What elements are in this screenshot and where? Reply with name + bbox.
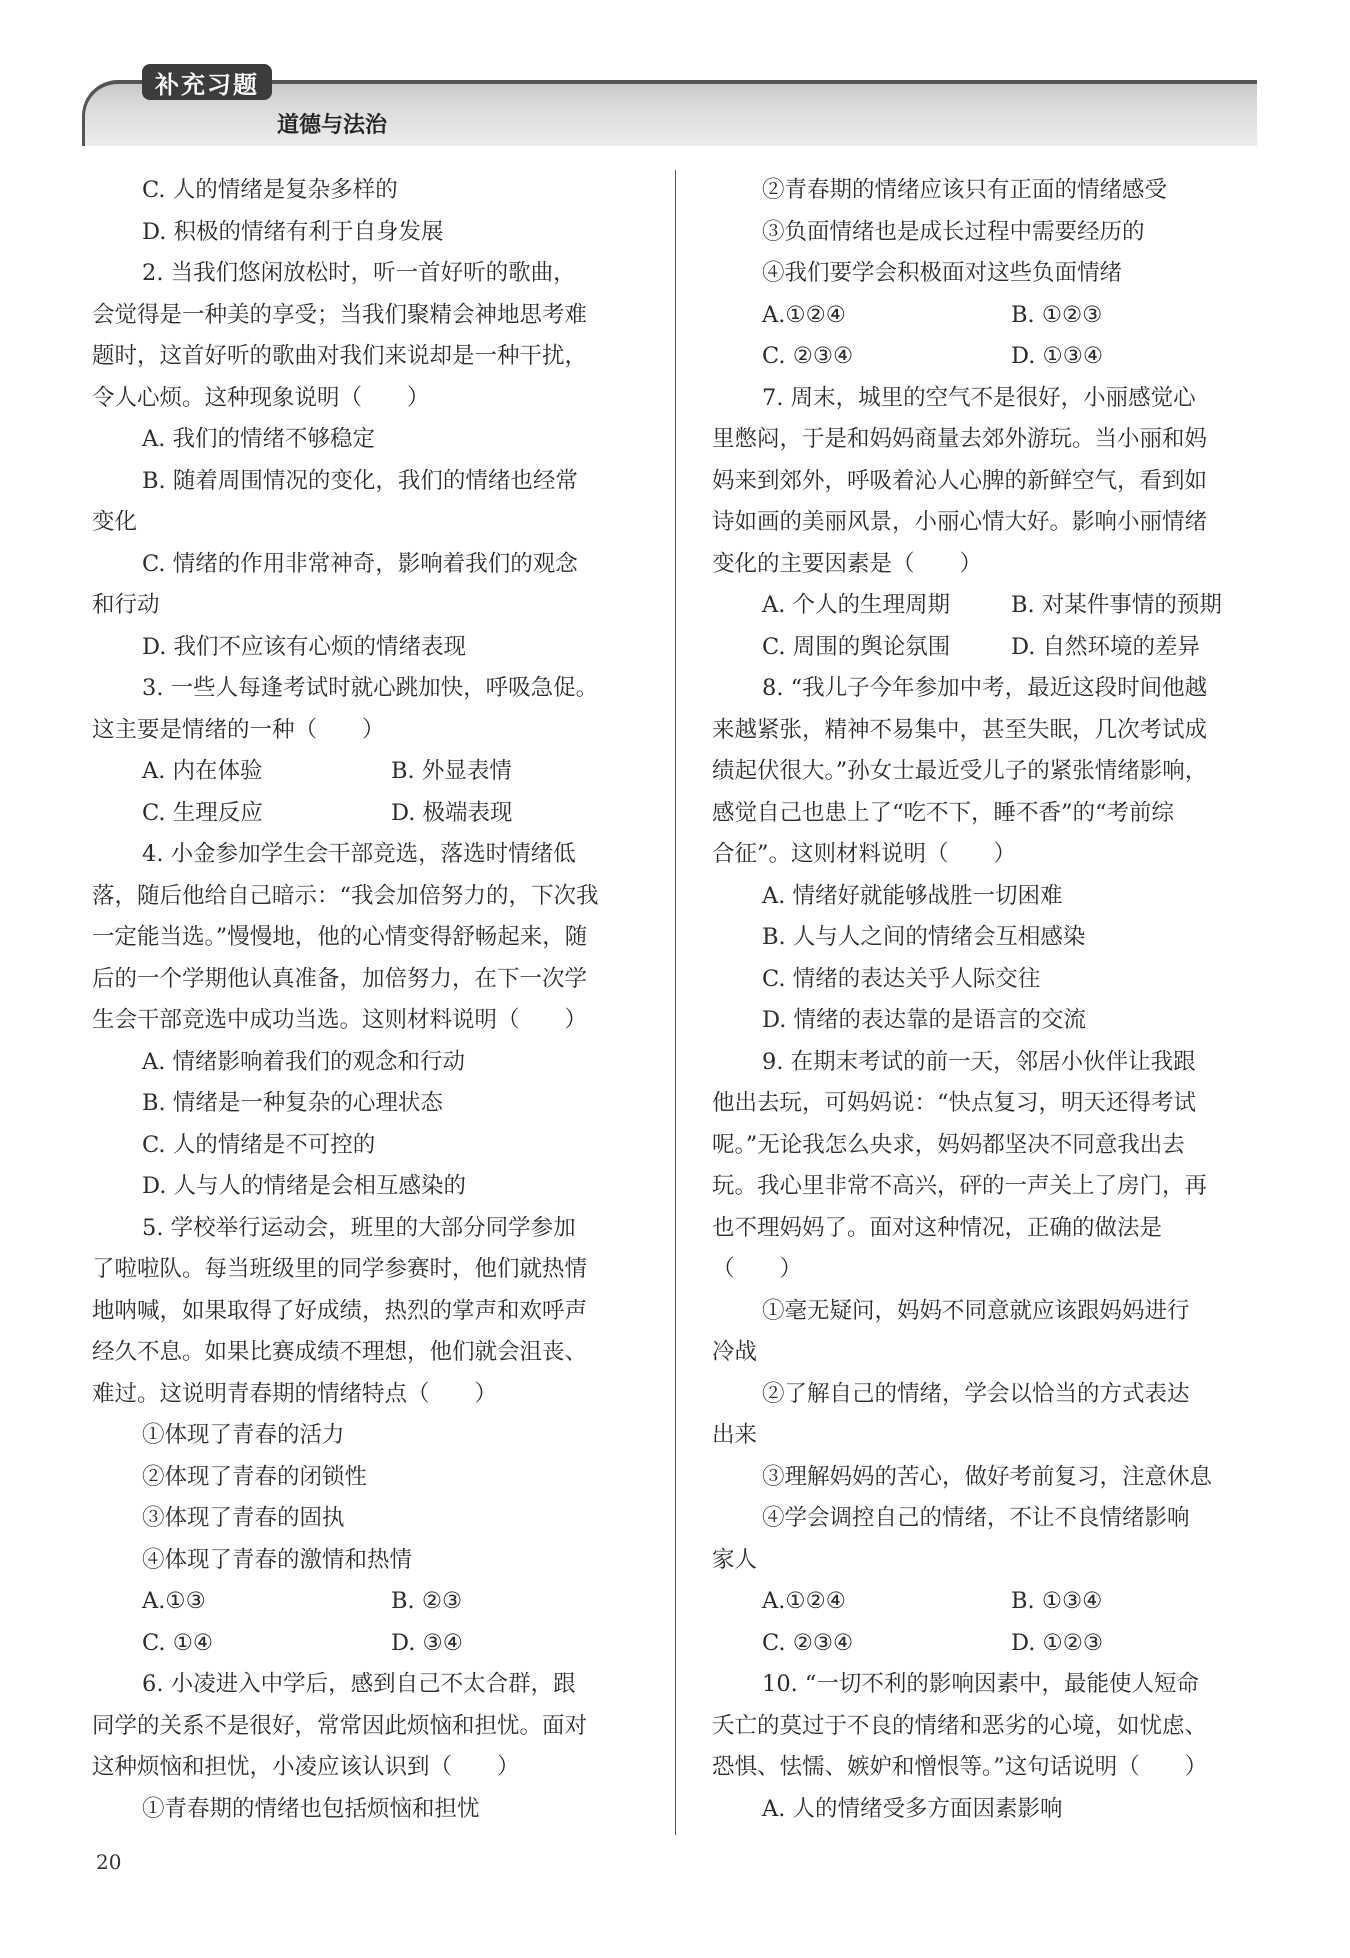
text-line: （ ） — [712, 1256, 803, 1282]
left-column — [92, 170, 640, 1830]
option-row — [712, 627, 1260, 669]
text-line: 令人心烦。这种现象说明（ ） — [92, 384, 430, 411]
option-text: C. 生理反应 — [142, 799, 263, 826]
text-line: 变化 — [92, 509, 138, 535]
text-line: A. 情绪好就能够战胜一切困难 — [762, 882, 1063, 909]
text-line: 夭亡的莫过于不良的情绪和恶劣的心境，如忧虑、 — [712, 1712, 1208, 1739]
text-line: ③体现了青春的固执 — [142, 1505, 345, 1531]
option-text: D. ①②③ — [1011, 1629, 1104, 1656]
right-column — [712, 170, 1260, 1830]
text-line: ③负面情绪也是成长过程中需要经历的 — [762, 218, 1145, 245]
text-line: 冷战 — [712, 1339, 758, 1365]
option-text: C. ①④ — [142, 1629, 214, 1656]
option-text: C. 周围的舆论氛围 — [762, 633, 951, 660]
text-line: 和行动 — [92, 592, 160, 618]
text-line: D. 积极的情绪有利于自身发展 — [142, 218, 444, 245]
text-line: C. 人的情绪是不可控的 — [142, 1131, 376, 1158]
option-row — [92, 751, 640, 793]
text-line: 玩。我心里非常不高兴，砰的一声关上了房门，再 — [712, 1173, 1208, 1199]
text-line: 了啦啦队。每当班级里的同学参赛时，他们就热情 — [92, 1256, 588, 1282]
option-text: B. ①③④ — [1011, 1588, 1103, 1614]
page-header — [82, 62, 1254, 146]
text-line: 同学的关系不是很好，常常因此烦恼和担忧。面对 — [92, 1712, 588, 1739]
option-text: A.①②④ — [762, 1588, 846, 1614]
text-line: C. 人的情绪是复杂多样的 — [142, 177, 398, 203]
text-line: ②了解自己的情绪，学会以恰当的方式表达 — [762, 1380, 1190, 1407]
option-text: D. 极端表现 — [391, 799, 513, 826]
option-text: B. 外显表情 — [391, 758, 512, 784]
text-line: ③理解妈妈的苦心，做好考前复习，注意休息 — [762, 1463, 1213, 1490]
text-line: ①体现了青春的活力 — [142, 1422, 345, 1448]
option-text: C. ②③④ — [762, 343, 854, 369]
text-line: 这主要是情绪的一种（ ） — [92, 716, 385, 743]
option-text: A. 个人的生理周期 — [762, 592, 951, 618]
text-line: ②体现了青春的闭锁性 — [142, 1463, 368, 1490]
text-line: 会觉得是一种美的享受；当我们聚精会神地思考难 — [92, 301, 588, 328]
header-tab-label: 补充习题 — [142, 64, 272, 100]
text-line: C. 情绪的作用非常神奇，影响着我们的观念 — [142, 550, 578, 577]
text-line: 妈来到郊外，呼吸着沁人心脾的新鲜空气，看到如 — [712, 467, 1208, 494]
header-subject: 道德与法治 — [277, 113, 388, 138]
text-line: 也不理妈妈了。面对这种情况，正确的做法是 — [712, 1214, 1163, 1241]
text-line: B. 情绪是一种复杂的心理状态 — [142, 1090, 443, 1116]
option-text: A.①③ — [142, 1588, 206, 1614]
text-line: 落，随后他给自己暗示：“我会加倍努力的，下次我 — [92, 882, 599, 909]
option-row — [712, 1623, 1260, 1665]
text-line: ④我们要学会积极面对这些负面情绪 — [762, 260, 1123, 286]
text-line: 里憋闷，于是和妈妈商量去郊外游玩。当小丽和妈 — [712, 426, 1208, 452]
text-line: ①青春期的情绪也包括烦恼和担忧 — [142, 1795, 480, 1822]
text-line: ④学会调控自己的情绪，不让不良情绪影响 — [762, 1505, 1190, 1531]
option-row — [92, 1623, 640, 1665]
text-line: A. 人的情绪受多方面因素影响 — [762, 1795, 1063, 1822]
text-line: 感觉自己也患上了“吃不下，睡不香”的“考前综 — [712, 799, 1175, 826]
text-line: 10. “一切不利的影响因素中，最能使人短命 — [762, 1671, 1199, 1697]
option-text: B. ①②③ — [1011, 301, 1103, 328]
text-line: B. 随着周围情况的变化，我们的情绪也经常 — [142, 467, 578, 494]
option-text: D. 自然环境的差异 — [1011, 633, 1201, 660]
text-line: 2. 当我们悠闲放松时，听一首好听的歌曲， — [142, 260, 576, 286]
option-row — [92, 1581, 640, 1623]
page-number: 20 — [96, 1850, 122, 1874]
text-line: 这种烦恼和担忧，小凌应该认识到（ ） — [92, 1754, 520, 1780]
text-line: 他出去玩，可妈妈说：“快点复习，明天还得考试 — [712, 1090, 1197, 1116]
option-text: B. ②③ — [391, 1588, 463, 1614]
option-text: B. 对某件事情的预期 — [1011, 592, 1222, 618]
option-text: D. ①③④ — [1011, 343, 1104, 369]
option-row — [712, 295, 1260, 337]
text-line: D. 情绪的表达靠的是语言的交流 — [762, 1007, 1087, 1033]
option-row — [712, 585, 1260, 627]
option-row — [92, 793, 640, 835]
text-line: 4. 小金参加学生会干部竞选，落选时情绪低 — [142, 841, 576, 867]
column-divider — [675, 170, 676, 1835]
text-line: D. 我们不应该有心烦的情绪表现 — [142, 633, 467, 660]
text-line: 难过。这说明青春期的情绪特点（ ） — [92, 1380, 498, 1407]
text-line: ②青春期的情绪应该只有正面的情绪感受 — [762, 177, 1168, 203]
text-line: 家人 — [712, 1546, 758, 1573]
text-line: 出来 — [712, 1422, 758, 1448]
text-line: 5. 学校举行运动会，班里的大部分同学参加 — [142, 1214, 576, 1241]
option-text: A. 内在体验 — [142, 758, 263, 784]
text-line: 8. “我儿子今年参加中考，最近这段时间他越 — [762, 675, 1208, 701]
text-line: ④体现了青春的激情和热情 — [142, 1546, 413, 1573]
text-line: 地呐喊，如果取得了好成绩，热烈的掌声和欢呼声 — [92, 1297, 588, 1324]
text-line: 合征”。这则材料说明（ ） — [712, 841, 1017, 867]
text-line: 经久不息。如果比赛成绩不理想，他们就会沮丧、 — [92, 1339, 588, 1365]
text-line: D. 人与人的情绪是会相互感染的 — [142, 1173, 467, 1199]
text-line: 变化的主要因素是（ ） — [712, 550, 983, 577]
text-line: A. 我们的情绪不够稳定 — [142, 426, 376, 452]
text-line: B. 人与人之间的情绪会互相感染 — [762, 924, 1086, 950]
text-line: 后的一个学期他认真准备，加倍努力，在下一次学 — [92, 965, 588, 992]
text-line: C. 情绪的表达关乎人际交往 — [762, 965, 1041, 992]
option-text: A.①②④ — [762, 301, 846, 328]
text-line: 诗如画的美丽风景，小丽心情大好。影响小丽情绪 — [712, 509, 1208, 535]
text-line: 呢。”无论我怎么央求，妈妈都坚决不同意我出去 — [712, 1131, 1185, 1158]
text-line: 3. 一些人每逢考试时就心跳加快，呼吸急促。 — [142, 675, 599, 701]
text-line: 一定能当选。”慢慢地，他的心情变得舒畅起来，随 — [92, 924, 588, 950]
option-row — [712, 336, 1260, 378]
text-line: 来越紧张，精神不易集中，甚至失眠，几次考试成 — [712, 716, 1208, 743]
option-text: C. ②③④ — [762, 1629, 854, 1656]
text-line: 题时，这首好听的歌曲对我们来说却是一种干扰， — [92, 343, 588, 369]
text-line: 生会干部竞选中成功当选。这则材料说明（ ） — [92, 1007, 588, 1033]
option-row — [712, 1581, 1260, 1623]
text-line: 恐惧、怯懦、嫉妒和憎恨等。”这句话说明（ ） — [712, 1754, 1208, 1780]
text-line: 6. 小凌进入中学后，感到自己不太合群，跟 — [142, 1671, 576, 1697]
option-text: D. ③④ — [391, 1629, 463, 1656]
text-line: 7. 周末，城里的空气不是很好，小丽感觉心 — [762, 384, 1196, 411]
text-line: ①毫无疑问，妈妈不同意就应该跟妈妈进行 — [762, 1297, 1190, 1324]
text-line: A. 情绪影响着我们的观念和行动 — [142, 1048, 466, 1075]
text-line: 绩起伏很大。”孙女士最近受儿子的紧张情绪影响， — [712, 758, 1208, 784]
text-line: 9. 在期末考试的前一天，邻居小伙伴让我跟 — [762, 1048, 1196, 1075]
